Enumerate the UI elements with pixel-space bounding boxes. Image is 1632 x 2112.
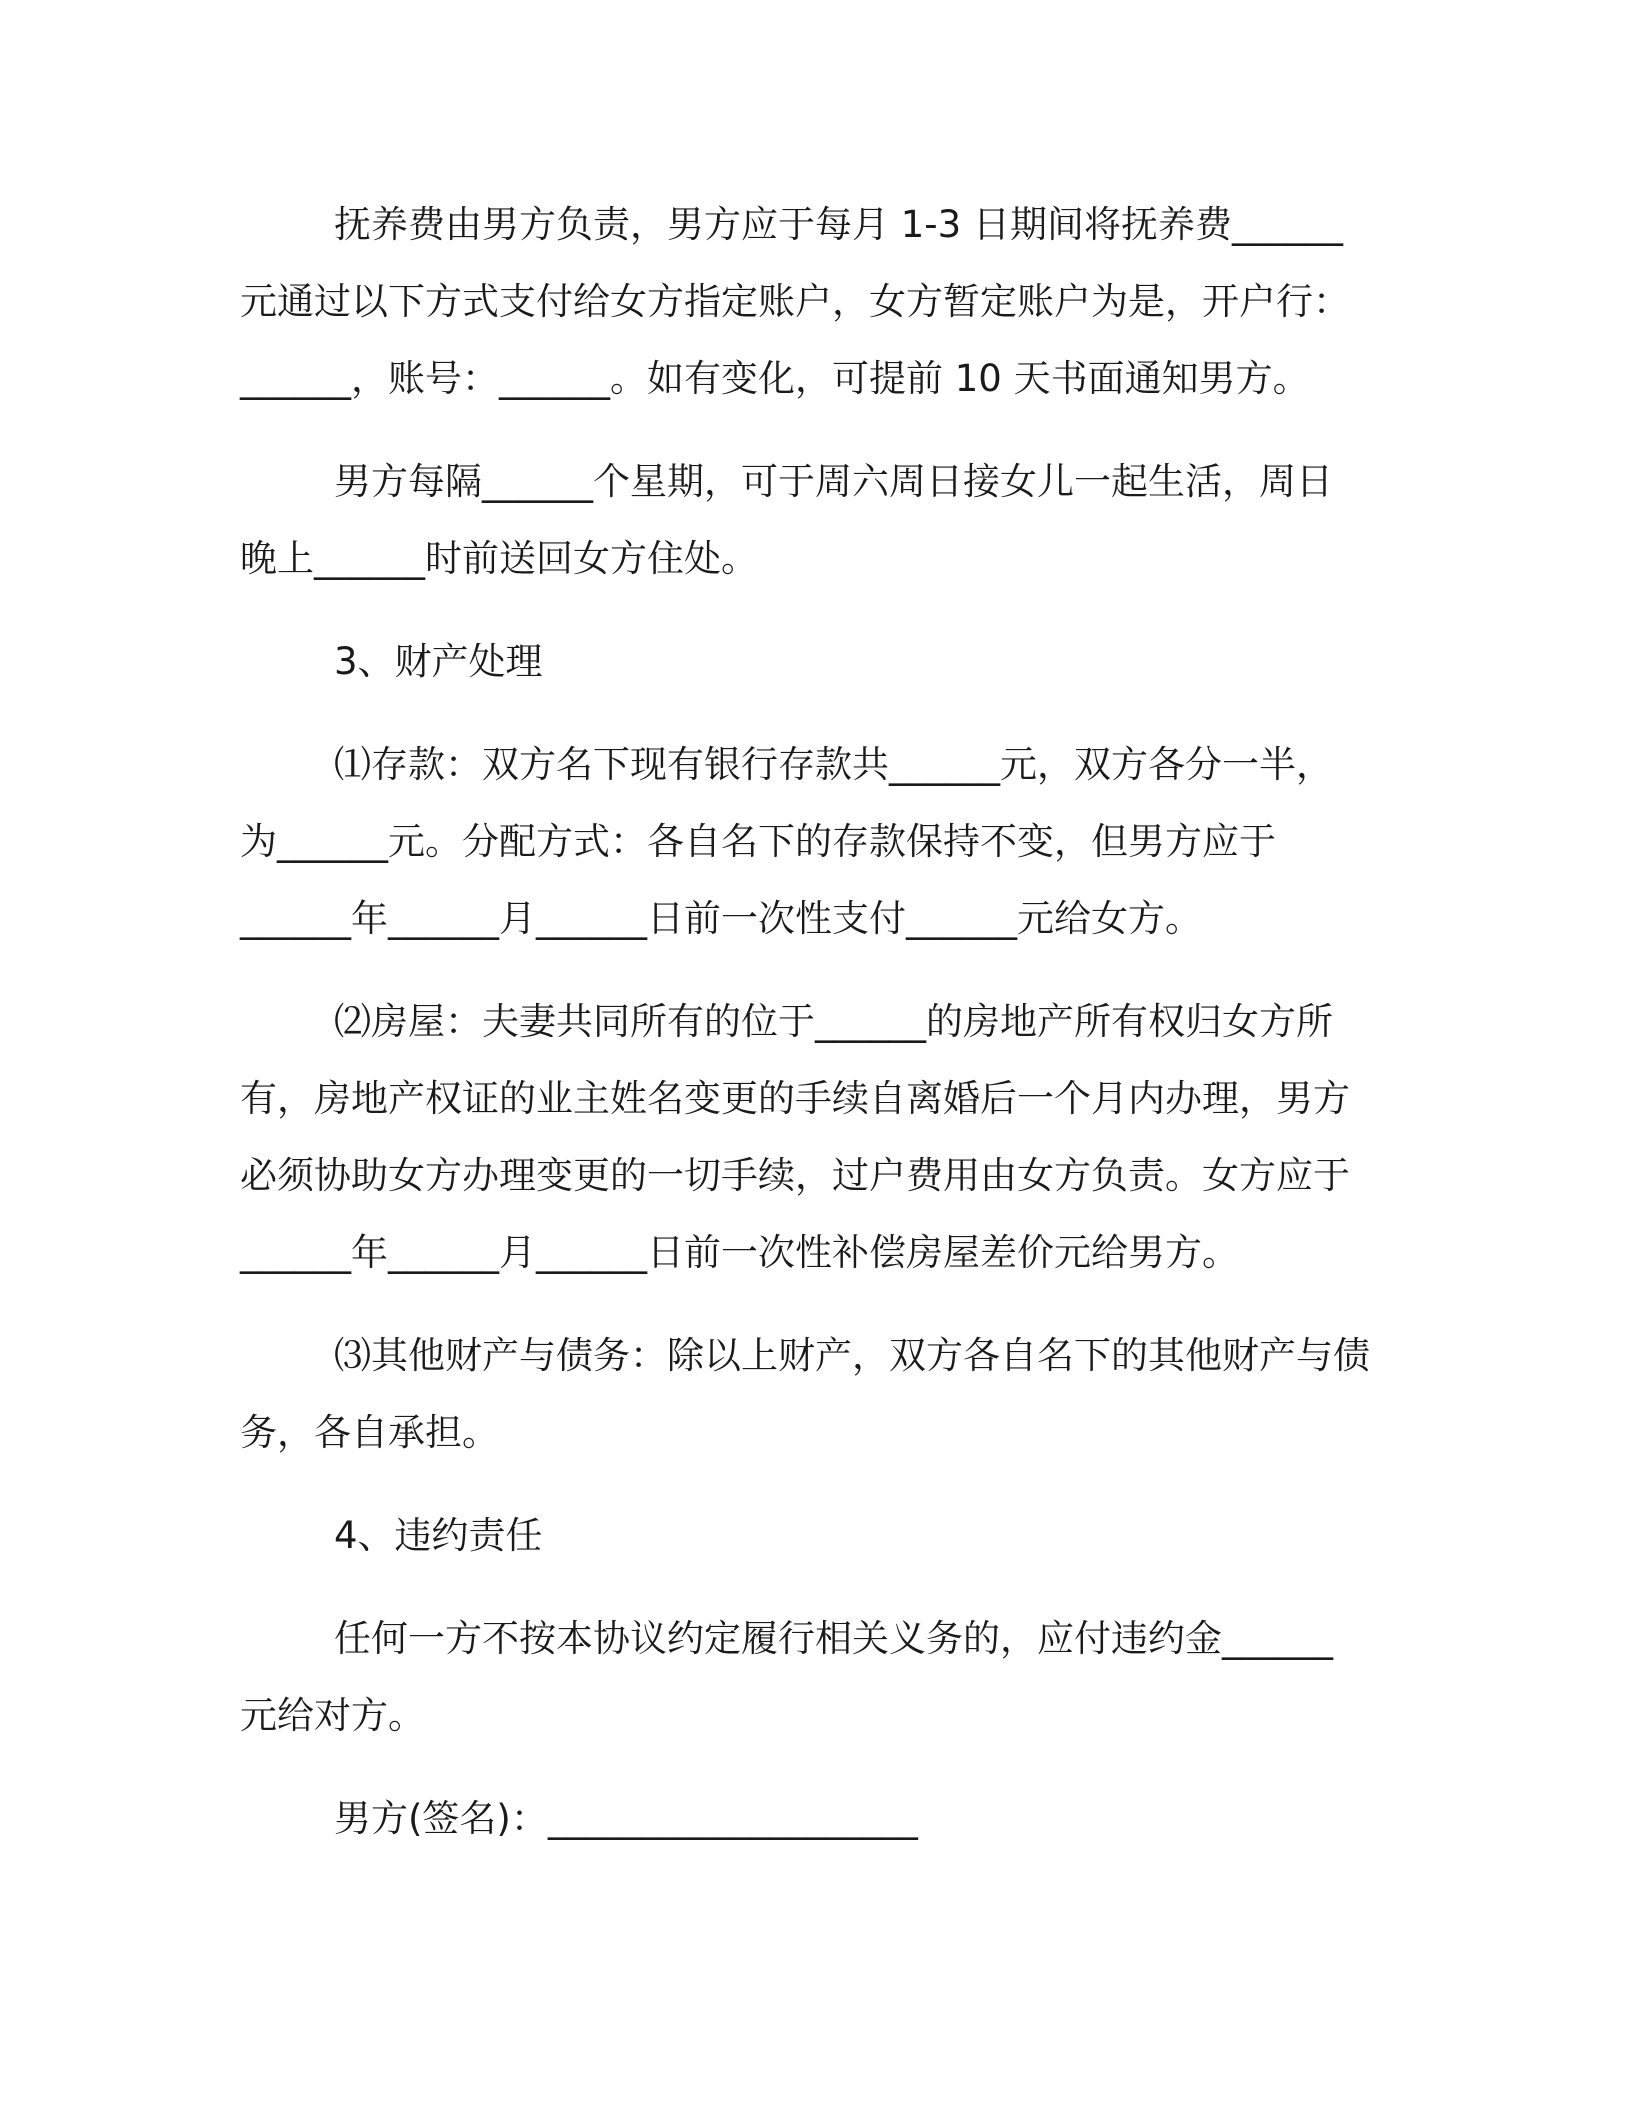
text-line: 男方每隔______个星期，可于周六周日接女儿一起生活，周日 <box>334 460 1333 503</box>
text-line: ______年______月______日前一次性补偿房屋差价元给男方。 <box>240 1231 1239 1274</box>
paragraph-other-property <box>240 1317 1380 1471</box>
signature-text: 男方(签名)：____________________ <box>334 1797 918 1840</box>
paragraph-house <box>240 983 1380 1291</box>
section-heading-property <box>240 623 1380 700</box>
text-line: 务，各自承担。 <box>240 1411 499 1454</box>
paragraph-penalty <box>240 1600 1380 1754</box>
text-line: 抚养费由男方负责，男方应于每月 1-3 日期间将抚养费______ <box>334 203 1343 246</box>
text-line: ⑵房屋：夫妻共同所有的位于______的房地产所有权归女方所 <box>334 1000 1333 1043</box>
text-line: 元通过以下方式支付给女方指定账户，女方暂定账户为是，开户行： <box>240 280 1350 323</box>
text-line: ⑴存款：双方名下现有银行存款共______元，双方各分一半， <box>334 743 1333 786</box>
text-line: 必须协助女方办理变更的一切手续，过户费用由女方负责。女方应于 <box>240 1154 1350 1197</box>
text-line: 任何一方不按本协议约定履行相关义务的，应付违约金______ <box>334 1617 1333 1660</box>
text-line: 元给对方。 <box>240 1694 425 1737</box>
text-line: ______年______月______日前一次性支付______元给女方。 <box>240 897 1202 940</box>
paragraph-visitation <box>240 443 1380 597</box>
text-line: ______，账号：______。如有变化，可提前 10 天书面通知男方。 <box>240 357 1310 400</box>
heading-text: 3、财产处理 <box>334 640 543 683</box>
text-line: 为______元。分配方式：各自名下的存款保持不变，但男方应于 <box>240 820 1276 863</box>
paragraph-savings <box>240 726 1380 957</box>
document-body <box>240 186 1380 1883</box>
paragraph-child-support <box>240 186 1380 417</box>
text-line: 晚上______时前送回女方住处。 <box>240 537 758 580</box>
text-line: 有，房地产权证的业主姓名变更的手续自离婚后一个月内办理，男方 <box>240 1077 1350 1120</box>
section-heading-liability <box>240 1497 1380 1574</box>
heading-text: 4、违约责任 <box>334 1514 543 1557</box>
signature-line-male <box>240 1780 1380 1857</box>
text-line: ⑶其他财产与债务：除以上财产，双方各自名下的其他财产与债 <box>334 1334 1370 1377</box>
